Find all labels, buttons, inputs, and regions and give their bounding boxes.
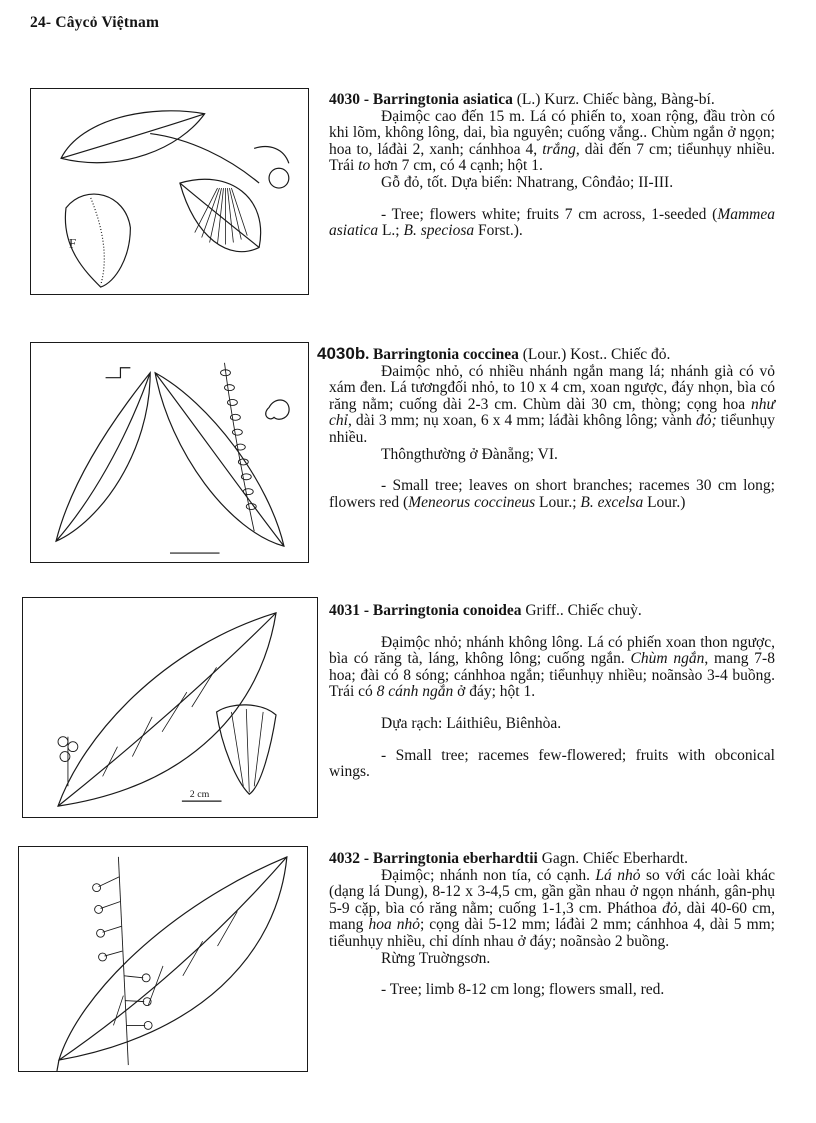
twig xyxy=(106,368,131,378)
author-common-name: (Lour.) Kost.. Chiếc đỏ. xyxy=(518,346,671,363)
figure-letter: F xyxy=(68,236,77,251)
leaf xyxy=(58,613,276,806)
entry-4030b: 4030b. Barringtonia coccinea (Lour.) Kost.. Chiếc đỏ. Đaimộc nhỏ, có nhiều nhánh ngắn mang lá; nhánh già có vỏ xám đen. Lá tươngđối nhỏ, to 10 x 4 cm, xoan ngược, đáy nhọn, bìa có răng nằm; cuống dài 2-3 cm. Chùm dài 30 cm, thòng; cọng hoa như chỉ, dài 3 mm; nụ xoan, 6 x 4 mm; láđài không lông; vành đỏ; tiểunhụy nhiều. Thôngthường ở Đànẵng; VI. - Small tree; leaves on short branches; racemes 30 cm long; flowers red (Meneorus coccineus Lour.; B. excelsa Lour.) xyxy=(317,344,775,511)
species-name: Barringtonia coccinea xyxy=(372,346,519,363)
page-header: 24- Câycỏ Việtnam xyxy=(30,14,160,31)
illustration-barringtonia-asiatica xyxy=(30,88,309,295)
fruit-cluster xyxy=(58,737,78,787)
entry-number: 4032 xyxy=(329,850,360,867)
scale-label: 2 cm xyxy=(189,789,210,801)
entry-4030: 4030 - Barringtonia asiatica (L.) Kurz. Chiếc bàng, Bàng-bí. Đạimộc cao đến 15 m. Lá có phiến to, xoan rộng, đầu tròn có khi lõm, không lông, dai, bìa nguyên; cuống vắng.. Chùm ngắn ở ngọn; hoa to, láđài 2, xanh; cánhhoa 4, trắng, dài đến 7 cm; tiểunhụy nhiều. Trái to hơn 7 cm, có 4 cạnh; hột 1. Gỗ đỏ, tốt. Dựa biển: Nhatrang, Cônđảo; II-III. - Tree; flowers white; fruits 7 cm across, 1-seeded (Mammea asiatica L.; B. speciosa Forst.). xyxy=(329,91,775,240)
english-summary: - Tree; limb 8-12 cm long; flowers small, red. xyxy=(381,981,665,999)
leaf xyxy=(59,857,287,1060)
description: Đạimộc nhỏ; nhánh không lông. Lá có phiến xoan thon ngược, bìa có răng tà, láng, không lông; cuống ngắn. Chùm ngắn, mang 7-8 hoa; đài có 8 sóng; cánhhoa ngắn; tiểunhụy nhiều; noãnsào 3-4 buồng. Trái có 8 cánh ngắn ở đáy; hột 1. xyxy=(329,633,775,701)
species-name: Barringtonia asiatica xyxy=(372,91,513,108)
description: Đạimộc; nhánh non tía, có cạnh. Lá nhỏ so với các loài khác (dạng lá Dung), 8-12 x 3-4,5 cm, gần gần nhau ở ngọn nhánh, gân-phụ 5-9 cặp, bìa có răng nằm; cuống 1-1,3 cm. Pháthoa đỏ, dài 40-60 cm, mang hoa nhỏ; cọng dài 5-12 mm; láđài 2 mm; cánhhoa 4, dài 5 mm; tiểunhụy nhiều, chỉ dính nhau ở đáy; noãnsào 2 buồng. xyxy=(329,866,776,950)
illustration-barringtonia-conoidea xyxy=(22,597,318,818)
habitat: Gỗ đỏ, tốt. Dựa biển: Nhatrang, Cônđảo; II-III. xyxy=(381,173,674,191)
entry-number: 4030b xyxy=(317,344,366,363)
illustration-barringtonia-coccinea xyxy=(30,342,309,563)
inflorescence xyxy=(93,857,152,1065)
branch xyxy=(150,134,259,184)
habitat: Dựa rạch: Láithiêu, Biênhòa. xyxy=(381,714,562,732)
english-summary: - Small tree; leaves on short branches; racemes 30 cm long; flowers red (Meneorus coccineus Lour.; B. excelsa Lour.) xyxy=(329,477,775,511)
species-name: Barringtonia eberhardtii xyxy=(372,850,538,867)
entry-4031: 4031 - Barringtonia conoidea Griff.. Chiếc chuỳ. Đạimộc nhỏ; nhánh không lông. Lá có phiến xoan thon ngược, bìa có răng tà, láng, không lông; cuống ngắn. Chùm ngắn, mang 7-8 hoa; đài có 8 sóng; cánhhoa ngắn; tiểunhụy nhiều; noãnsào 3-4 buồng. Trái có 8 cánh ngắn ở đáy; hột 1. Dựa rạch: Láithiêu, Biênhòa. - Small tree; racemes few-flowered; fruits with obconical wings. xyxy=(329,602,775,781)
entry-number: 4030 xyxy=(329,91,360,108)
entry-4032: 4032 - Barringtonia eberhardtii Gagn. Chiếc Eberhardt. Đạimộc; nhánh non tía, có cạnh. Lá nhỏ so với các loài khác (dạng lá Dung), 8-12 x 3-4,5 cm, gần gần nhau ở ngọn nhánh, gân-phụ 5-9 cặp, bìa có răng nằm; cuống 1-1,3 cm. Pháthoa đỏ, dài 40-60 cm, mang hoa nhỏ; cọng dài 5-12 mm; láđài 2 mm; cánhhoa 4, dài 5 mm; tiểunhụy nhiều, chỉ dính nhau ở đáy; noãnsào 2 buồng. Rừng Truờngsơn. - Tree; limb 8-12 cm long; flowers small, red. xyxy=(329,850,776,999)
flower xyxy=(266,400,289,419)
leaf-left xyxy=(56,373,150,541)
description: Đạimộc cao đến 15 m. Lá có phiến to, xoan rộng, đầu tròn có khi lõm, không lông, dai, bìa nguyên; cuống vắng.. Chùm ngắn ở ngọn; hoa to, láđài 2, xanh; cánhhoa 4, trắng, dài đến 7 cm; tiểunhụy nhiều. Trái to hơn 7 cm, có 4 cạnh; hột 1. xyxy=(329,107,775,175)
author-common-name: Gagn. Chiếc Eberhardt. xyxy=(537,850,689,867)
entry-number: 4031 xyxy=(329,602,360,619)
english-summary: - Small tree; racemes few-flowered; fruits with obconical wings. xyxy=(329,746,775,781)
description: Đaimộc nhỏ, có nhiều nhánh ngắn mang lá; nhánh già có vỏ xám đen. Lá tươngđối nhỏ, to 10 x 4 cm, xoan ngược, đáy nhọn, bìa có răng nằm; cuống dài 2-3 cm. Chùm dài 30 cm, thòng; cọng hoa như chỉ, dài 3 mm; nụ xoan, 6 x 4 mm; láđài không lông; vành đỏ; tiểunhụy nhiều. xyxy=(329,362,775,446)
habitat: Thôngthường ở Đànẵng; VI. xyxy=(381,445,558,463)
species-name: Barringtonia conoidea xyxy=(372,602,522,619)
author-common-name: Griff.. Chiếc chuỳ. xyxy=(521,602,642,619)
english-summary: - Tree; flowers white; fruits 7 cm across, 1-seeded (Mammea asiatica L.; B. speciosa Forst.). xyxy=(329,205,775,240)
habitat: Rừng Truờngsơn. xyxy=(381,949,491,967)
illustration-barringtonia-eberhardtii xyxy=(18,846,308,1072)
raceme xyxy=(221,363,257,531)
author-common-name: (L.) Kurz. Chiếc bàng, Bàng-bí. xyxy=(512,91,715,108)
